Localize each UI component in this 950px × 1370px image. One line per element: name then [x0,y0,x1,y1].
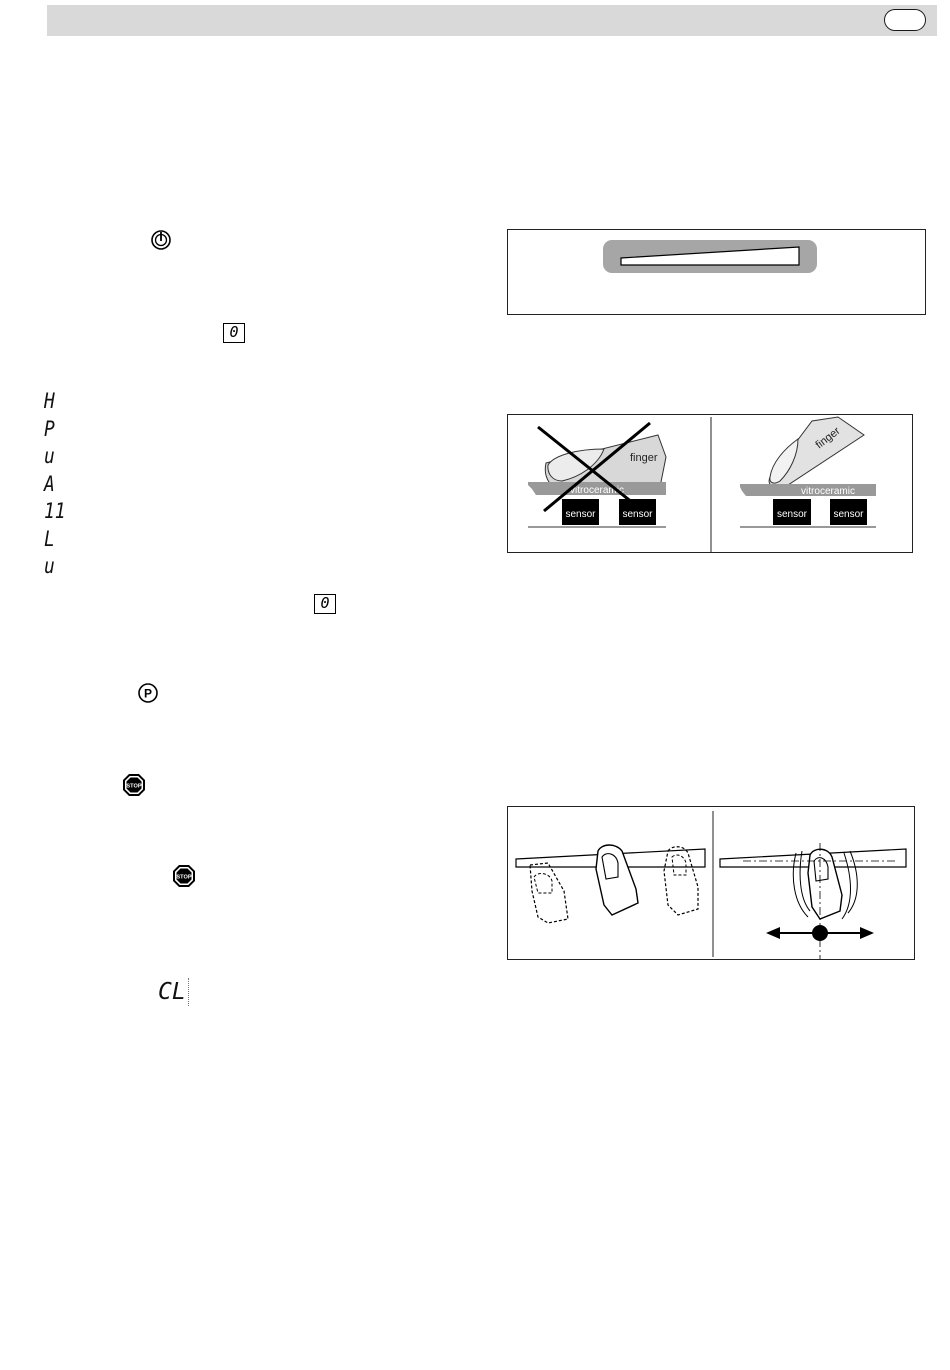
slider-finger-figure [507,806,915,960]
finger-label-right: finger [813,424,843,452]
header-bar [47,5,937,36]
zero-display-2-value: 0 [320,594,330,612]
sensor-label-left-2: sensor [622,509,653,520]
vitro-label-right: vitroceramic [801,486,855,497]
finger-label-left: finger [630,452,658,464]
segment-code-H: H [44,389,55,413]
cl-code-display: CL [158,978,189,1006]
zero-display-2 [314,594,336,614]
segment-code-list [44,388,66,581]
segment-code-P: P [44,416,55,441]
vitro-label-left: vitroceramic [570,485,624,496]
sensor-contact-figure [507,414,913,553]
slider-figure [507,229,926,315]
segment-code-u: u [44,444,55,468]
pause-symbol-icon [137,682,159,709]
stop-icon-2-label: STOP [176,874,192,881]
stop-icon-2 [172,864,196,893]
segment-code-11: 11 [44,499,66,523]
segment-code-L: L [44,526,55,551]
power-symbol-icon [150,229,172,256]
sensor-label-right-2: sensor [833,509,864,520]
svg-text:P: P [143,686,153,701]
sensor-label-left-1: sensor [565,509,596,520]
language-badge [884,9,926,31]
sensor-label-right-1: sensor [776,509,808,520]
stop-icon-1-label: STOP [126,783,142,790]
zero-display-1-value: 0 [229,323,239,341]
segment-code-A: A [44,471,55,496]
zero-display-1 [223,323,245,343]
stop-icon-1 [122,773,146,802]
segment-code-u-lower: u [44,554,55,578]
